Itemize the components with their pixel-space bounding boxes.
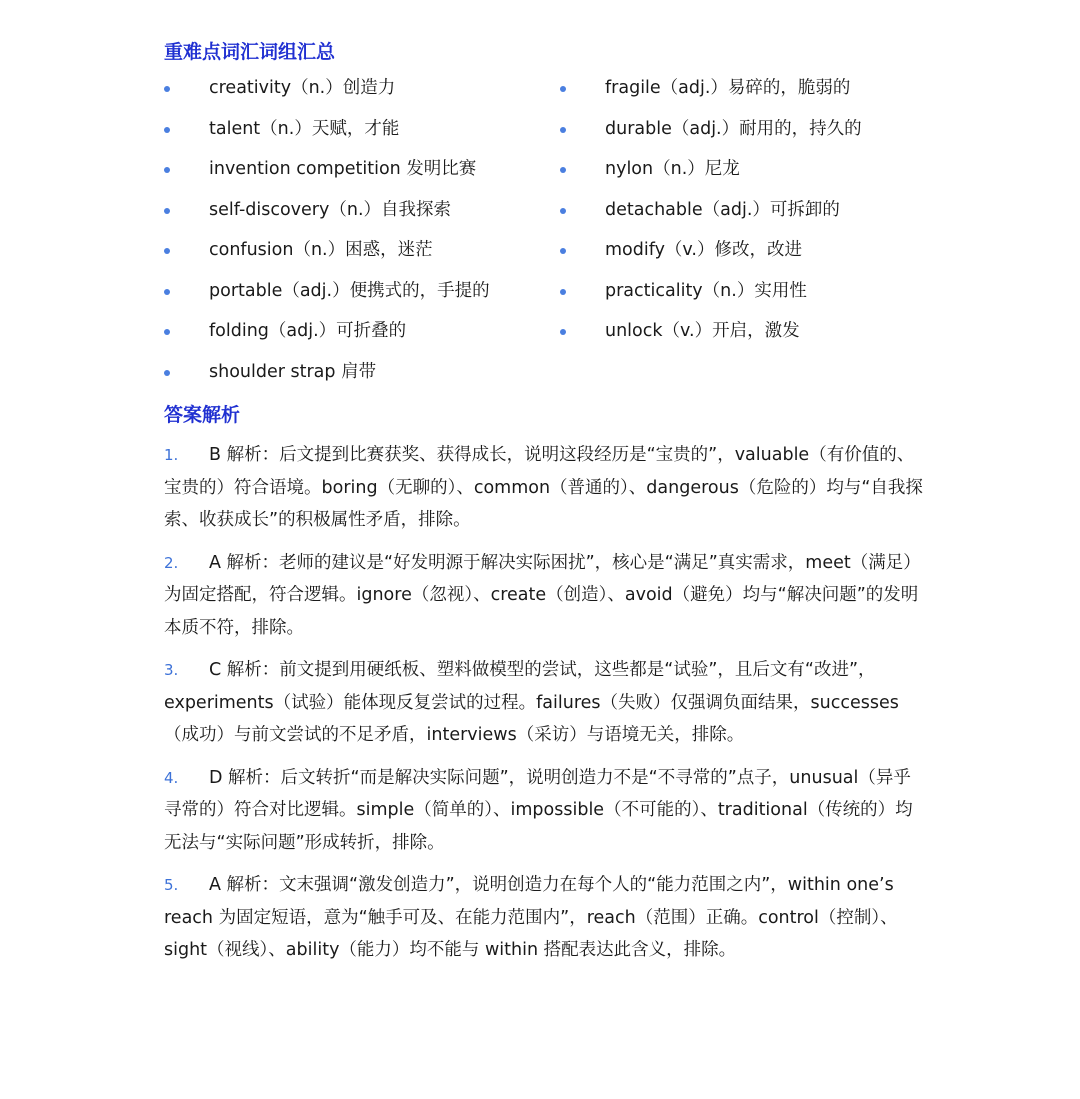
bullet-icon xyxy=(560,127,566,133)
vocab-text: creativity（n.）创造力 xyxy=(209,78,396,98)
bullet-icon xyxy=(560,289,566,295)
answer-number: 1. xyxy=(164,446,179,464)
vocab-text: detachable（adj.）可拆卸的 xyxy=(605,199,840,220)
bullet-icon xyxy=(164,208,170,214)
bullet-icon xyxy=(164,167,170,173)
answer-number: 4. xyxy=(164,768,179,787)
vocab-item xyxy=(164,317,560,358)
bullet-icon xyxy=(164,86,170,92)
bullet-icon xyxy=(560,167,566,173)
vocab-item xyxy=(560,115,924,156)
bullet-icon xyxy=(164,289,170,295)
vocab-item xyxy=(560,317,924,358)
vocab-text: talent（n.）天赋，才能 xyxy=(209,118,400,139)
vocab-text: shoulder strap 肩带 xyxy=(209,361,377,382)
answer-text: A 解析：老师的建议是“好发明源于解决实际困扰”，核心是“满足”真实需求，meet（满足）为固定搭配，符合逻辑。ignore（忽视）、create（创造）、avoid（避免）均与“解决问题”的发明本质不符，排除。 xyxy=(164,552,921,638)
vocab-text: fragile（adj.）易碎的，脆弱的 xyxy=(605,78,851,98)
bullet-icon xyxy=(560,208,566,214)
answer-text: B 解析：后文提到比赛获奖、获得成长，说明这段经历是“宝贵的”，valuable（有价值的、宝贵的）符合语境。boring（无聊的）、common（普通的）、dangerous（危险的）均与“自我探索、收获成长”的积极属性矛盾，排除。 xyxy=(164,445,923,530)
bullet-icon xyxy=(560,248,566,254)
bullet-icon xyxy=(560,329,566,335)
vocab-item xyxy=(164,277,560,318)
vocab-text: durable（adj.）耐用的，持久的 xyxy=(605,118,862,139)
vocab-item xyxy=(164,74,560,115)
vocab-item xyxy=(560,196,924,237)
bullet-icon xyxy=(164,248,170,254)
answers-section-title: 答案解析 xyxy=(164,404,241,426)
bullet-icon xyxy=(164,370,170,376)
document-page xyxy=(164,38,924,977)
answer-text: C 解析：前文提到用硬纸板、塑料做模型的尝试，这些都是“试验”，且后文有“改进”，experiments（试验）能体现反复尝试的过程。failures（失败）仅强调负面结果，successes（成功）与前文尝试的不足矛盾，interviews（采访）与语境无关，排除。 xyxy=(164,660,899,745)
vocab-text: folding（adj.）可折叠的 xyxy=(209,321,407,341)
vocab-item xyxy=(164,196,560,237)
vocab-item xyxy=(560,155,924,196)
vocab-item xyxy=(164,115,560,156)
vocab-list xyxy=(164,74,924,398)
vocab-column-right xyxy=(560,74,924,398)
vocab-text: practicality（n.）实用性 xyxy=(605,280,807,301)
answer-number: 3. xyxy=(164,661,179,679)
vocab-text: unlock（v.）开启，激发 xyxy=(605,321,800,341)
answer-item xyxy=(164,439,924,537)
answer-number: 5. xyxy=(164,876,179,894)
vocab-column-left xyxy=(164,74,560,398)
bullet-icon xyxy=(560,86,566,92)
vocab-text: self-discovery（n.）自我探索 xyxy=(209,199,452,220)
vocab-item xyxy=(164,358,560,399)
vocab-item xyxy=(164,236,560,277)
answer-number: 2. xyxy=(164,553,179,572)
vocab-text: modify（v.）修改，改进 xyxy=(605,240,802,260)
bullet-icon xyxy=(164,127,170,133)
answer-item xyxy=(164,654,924,752)
vocab-text: portable（adj.）便携式的，手提的 xyxy=(209,280,490,301)
vocab-text: confusion（n.）困惑，迷茫 xyxy=(209,240,433,260)
answer-item xyxy=(164,547,924,645)
vocab-text: nylon（n.）尼龙 xyxy=(605,159,740,179)
vocab-item xyxy=(560,74,924,115)
vocab-item xyxy=(164,155,560,196)
vocab-section-title: 重难点词汇词组汇总 xyxy=(164,41,336,63)
answer-text: A 解析：文末强调“激发创造力”，说明创造力在每个人的“能力范围之内”，within one’s reach 为固定短语，意为“触手可及、在能力范围内”，reach（范围）正确。control（控制）、sight（视线）、ability（能力）均不能与 within 搭配表达此含义，排除。 xyxy=(164,875,898,960)
answers-list xyxy=(164,439,924,967)
vocab-item xyxy=(560,236,924,277)
answer-text: D 解析：后文转折“而是解决实际问题”，说明创造力不是“不寻常的”点子，unusual（异乎寻常的）符合对比逻辑。simple（简单的）、impossible（不可能的）、traditional（传统的）均无法与“实际问题”形成转折，排除。 xyxy=(164,767,913,853)
answer-item xyxy=(164,762,924,860)
vocab-text: invention competition 发明比赛 xyxy=(209,159,477,179)
bullet-icon xyxy=(164,329,170,335)
answer-item xyxy=(164,869,924,967)
vocab-item xyxy=(560,277,924,318)
